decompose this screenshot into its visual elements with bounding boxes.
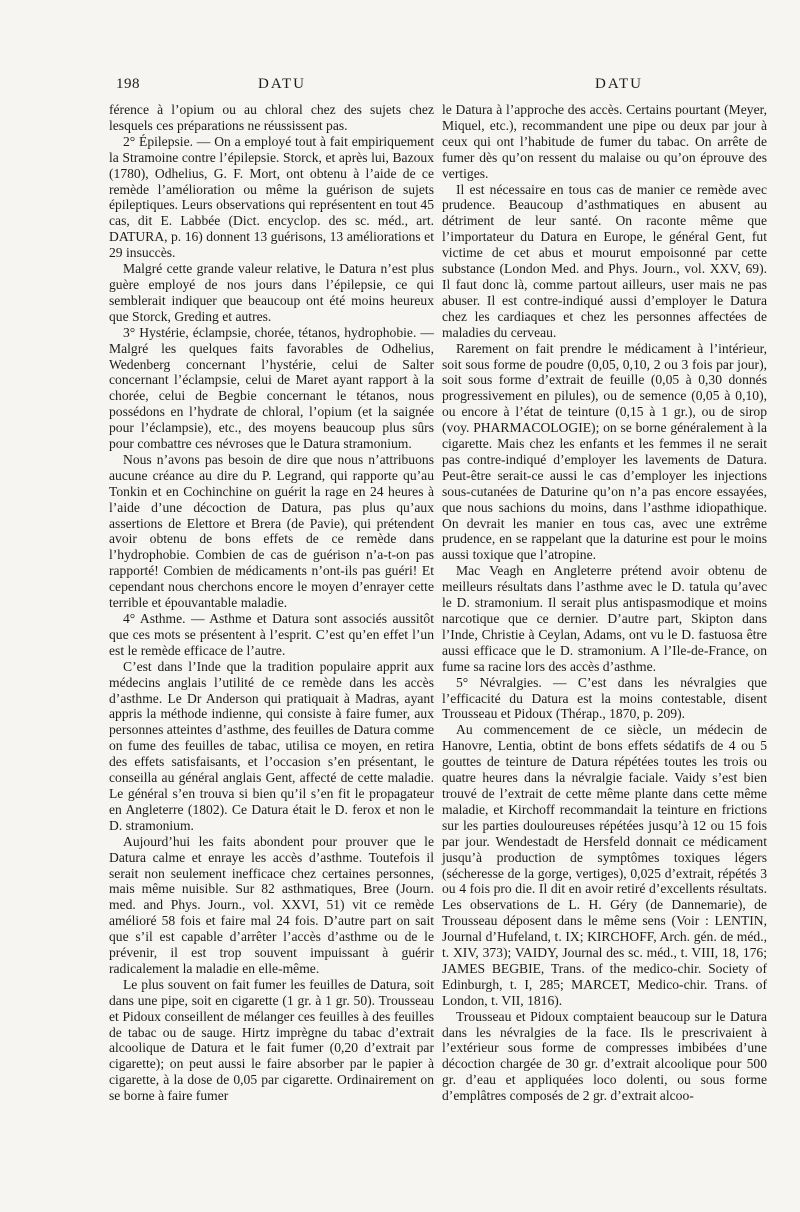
paragraph: Aujourd’hui les faits abondent pour prouver que le Datura calme et enraye les accès d’asthme. Toutefois il serait non seulement inefficace chez certaines personnes, mais même nuisible. Sur 82 asthmatiques, Bree (Journ. med. and Phys. Journ., vol. XXVI, 51) vit ce remède amélioré 58 fois et faire mal 24 fois. D’autre part on sait que s’il est capable d’arrêter l’accès d’asthme ou de le prévenir, il est trop souvent impuissant à guérir radicalement la maladie en elle-même. — [109, 833, 434, 976]
paragraph: Malgré cette grande valeur relative, le Datura n’est plus guère employé de nos jours dans l’épilepsie, ce qui semblerait indiquer que beaucoup ont été moins heureux que Storck, Greding et autres. — [109, 261, 434, 324]
paragraph: 5° Névralgies. — C’est dans les névralgies que l’efficacité du Datura est la moins contestable, disent Trousseau et Pidoux (Thérap., 1870, p. 209). — [442, 674, 767, 722]
running-head-right: DATU — [595, 76, 643, 92]
right-column — [442, 102, 767, 1104]
paragraph: Le plus souvent on fait fumer les feuilles de Datura, soit dans une pipe, soit en cigarette (1 gr. à 1 gr. 50). Trousseau et Pidoux conseillent de mélanger ces feuilles à des feuilles de tabac ou de sauge. Hirtz imprègne du tabac d’extrait alcoolique de Datura et le fait fumer (0,20 d’extrait par cigarette); on peut aussi le faire absorber par le papier à cigarette, à la dose de 0,05 par cigarette. Ordinairement on se borne à faire fumer — [109, 976, 434, 1104]
page-header — [0, 76, 800, 96]
left-column — [109, 102, 434, 1104]
paragraph: 3° Hystérie, éclampsie, chorée, tétanos, hydrophobie. — Malgré les quelques faits favorables de Odhelius, Wedenberg concernant l’hystérie, celui de Salter concernant l’éclampsie, celui de Maret ayant rapport à la chorée, celui de Begbie concernant le tétanos, nous possédons en l’hydrate de chloral, l’opium (et la saignée pour l’éclampsie), etc., des moyens beaucoup plus sûrs pour combattre ces névroses que le Datura stramonium. — [109, 324, 434, 452]
paragraph: Mac Veagh en Angleterre prétend avoir obtenu de meilleurs résultats dans l’asthme avec le D. tatula qu’avec le D. stramonium. Il serait plus antispasmodique et moins narcotique que ce dernier. D’autre part, Skipton dans l’Inde, Christie à Ceylan, Adams, ont vu le D. fastuosa être aussi efficace que le D. stramonium. A l’Ile-de-France, on fume sa racine lors des accès d’asthme. — [442, 563, 767, 674]
paragraph: le Datura à l’approche des accès. Certains pourtant (Meyer, Miquel, etc.), recommandent une pipe ou deux par jour à ceux qui ont l’habitude de fumer du tabac. On arrête de fumer dès qu’on ressent du malaise ou qu’on éprouve des vertiges. — [442, 102, 767, 181]
paragraph: 2° Épilepsie. — On a employé tout à fait empiriquement la Stramoine contre l’épilepsie. Storck, et après lui, Bazoux (1780), Odhelius, G. F. Mort, ont obtenu à l’aide de ce remède l’amélioration ou même la guérison de sujets épileptiques. Leurs observations qui représentent en tout 45 cas, dit E. Labbée (Dict. encyclop. des sc. méd., art. DATURA, p. 16) donnent 13 guérisons, 13 améliorations et 29 insuccès. — [109, 133, 434, 261]
paragraph: férence à l’opium ou au chloral chez des sujets chez lesquels ces préparations ne réussissent pas. — [109, 102, 434, 133]
running-head-left: DATU — [258, 76, 306, 92]
paragraph: C’est dans l’Inde que la tradition populaire apprit aux médecins anglais l’utilité de ce remède dans les accès d’asthme. Le Dr Anderson qui pratiquait à Madras, ayant appris la méthode indienne, qui consiste à faire fumer, aux personnes atteintes d’asthme, des feuilles de Datura comme on fume des feuilles de tabac, utilisa ce moyen, en retira des effets satisfaisants, et l’occasion s’en présentant, le conseilla au général anglais Gent, affecté de cette maladie. Le général s’en trouva si bien qu’il s’en fit le propagateur en Angleterre (1802). Ce Datura était le D. ferox et non le D. stramonium. — [109, 658, 434, 833]
paragraph: Nous n’avons pas besoin de dire que nous n’attribuons aucune créance au dire du P. Legrand, qui rapporte qu’au Tonkin et en Cochinchine on guérit la rage en 24 heures à l’aide d’une décoction de Datura, pas plus qu’aux assertions de Elettore et Brera (de Pavie), qui prétendent avoir obtenu de bons effets de ce remède dans l’hydrophobie. Combien de cas de guérison n’a-t-on pas rapporté! Combien de médicaments n’ont-ils pas guéri! Et cependant nous cherchons encore le moyen d’enrayer cette terrible et épouvantable maladie. — [109, 451, 434, 611]
paragraph: Trousseau et Pidoux comptaient beaucoup sur le Datura dans les névralgies de la face. Ils le prescrivaient à l’extérieur sous forme de compresses imbibées d’une décoction chargée de 30 gr. d’extrait alcoolique pour 500 gr. d’eau et appliquées loco dolenti, ou sous forme d’emplâtres composés de 2 gr. d’extrait alcoo- — [442, 1008, 767, 1104]
paragraph: Il est nécessaire en tous cas de manier ce remède avec prudence. Beaucoup d’asthmatiques en abusent au détriment de leur santé. On raconte même que l’importateur du Datura en Europe, le général Gent, fut victime de cet abus et mourut empoisonné par cette substance (London Med. and Phys. Journ., vol. XXV, 69). Il faut donc là, comme partout ailleurs, user mais ne pas abuser. Il est contre-indiqué aussi d’employer le Datura chez les cardiaques et chez les personnes affectées de maladies du cerveau. — [442, 181, 767, 340]
page-number: 198 — [116, 76, 140, 92]
paragraph: 4° Asthme. — Asthme et Datura sont associés aussitôt que ces mots se présentent à l’esprit. C’est qu’en effet l’un est le remède efficace de l’autre. — [109, 611, 434, 658]
paragraph: Rarement on fait prendre le médicament à l’intérieur, soit sous forme de poudre (0,05, 0,10, 2 ou 3 fois par jour), soit sous forme d’extrait de feuille (0,05 à 0,30 donnés progressivement en pilules), ou de semence (0,05 à 0,10), ou encore à l’état de teinture (0,15 à 1 gr.), ou de sirop (voy. PHARMACOLOGIE); on se borne généralement à la cigarette. Mais chez les enfants et les femmes il ne serait pas contre-indiqué d’employer les lavements de Datura. Peut-être serait-ce aussi le cas d’employer les injections sous-cutanées de Daturine qu’on n’a pas encore essayées, que nous sachions du moins, dans l’asthme idiopathique. On devrait les manier en tous cas, avec une extrême prudence, en se rappelant que la daturine est pour le moins aussi toxique que l’atropine. — [442, 340, 767, 563]
paragraph: Au commencement de ce siècle, un médecin de Hanovre, Lentia, obtint de bons effets sédatifs de 4 ou 5 gouttes de teinture de Datura répétées toutes les trois ou quatre heures dans la névralgie faciale. Vaidy s’est bien trouvé de l’extrait de cette même plante dans cette même maladie, et Kirchoff recommandait la teinture en frictions sur les parties douloureuses répétées jusqu’à 12 ou 15 fois par jour. Wendestadt de Hersfeld donnait ce médicament jusqu’à production de symptômes toxiques légers (sécheresse de la gorge, vertiges), 0,025 d’extrait, répétés 3 ou 4 fois pro die. Il dit en avoir retiré d’excellents résultats. Les observations de L. H. Géry (de Dannemarie), de Trousseau déposent dans le même sens (Voir : LENTIN, Journal d’Hufeland, t. IX; KIRCHOFF, Arch. gén. de méd., t. XIV, 373); VAIDY, Journal des sc. méd., t. VIII, 18, 176; JAMES BEGBIE, Trans. of the medico-chir. Society of Edinburgh, t. I, 285; MARCET, Medico-chir. Trans. of London, t. VII, 1816). — [442, 722, 767, 1008]
